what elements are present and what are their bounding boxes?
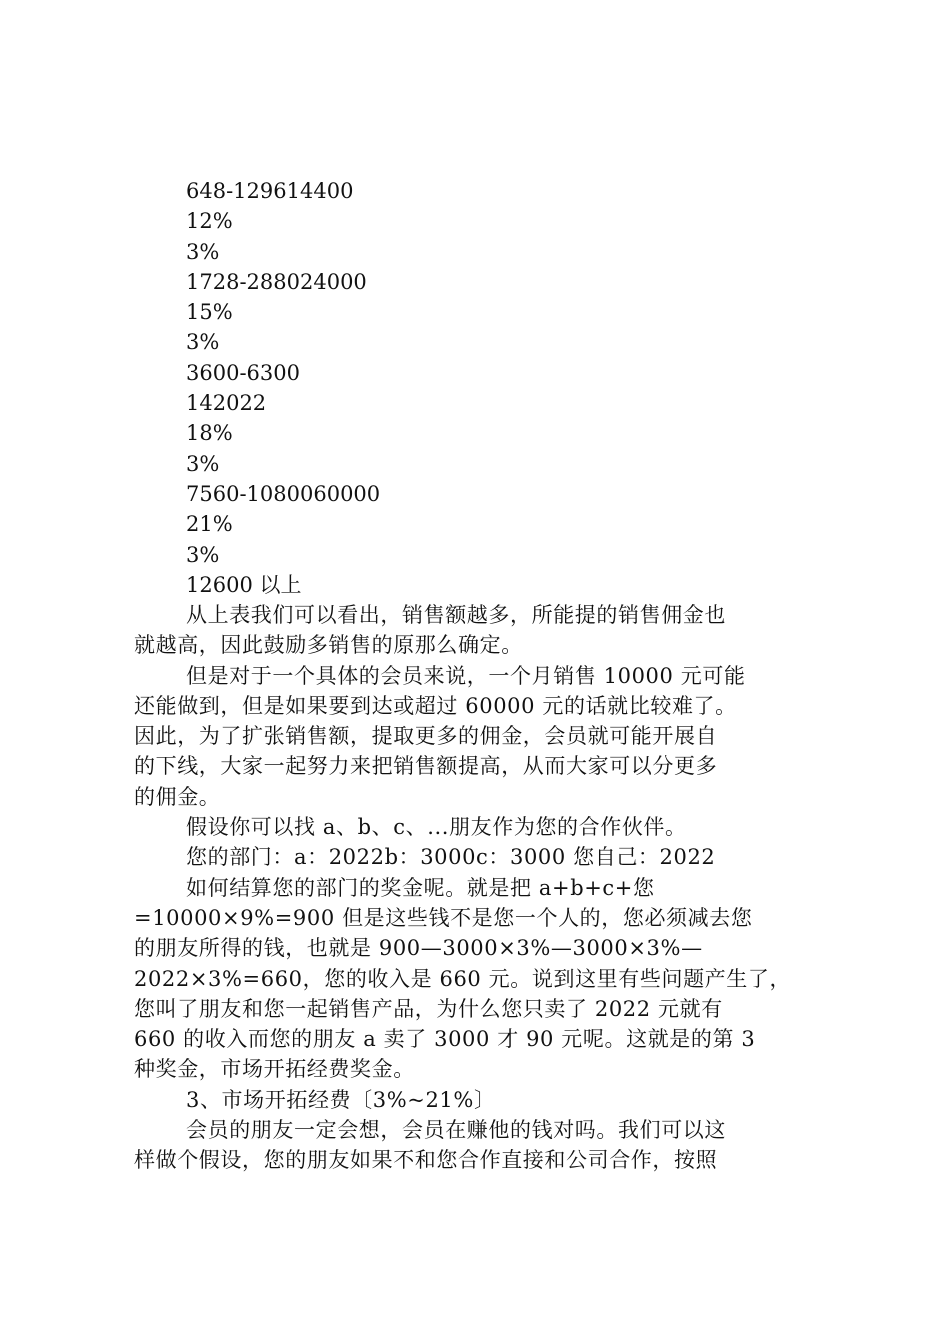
text-line: 您叫了朋友和您一起销售产品，为什么您只卖了 2022 元就有: [134, 996, 723, 1021]
body-text: [134, 600, 834, 1176]
commission-table-values: [186, 176, 826, 600]
table-value: 3600-6300: [186, 360, 300, 385]
table-value: 1728-288024000: [186, 269, 367, 294]
text-line: 的朋友所得的钱，也就是 900—3000×3%—3000×3%—: [134, 936, 703, 961]
table-value: 3%: [186, 330, 220, 355]
text-line: 就越高，因此鼓励多销售的原那么确定。: [134, 633, 523, 658]
paragraph: [134, 661, 834, 812]
text-line: 您的部门：a：2022b：3000c：3000 您自己：2022: [186, 845, 716, 870]
table-value: 21%: [186, 512, 233, 537]
text-line: 还能做到，但是如果要到达或超过 60000 元的话就比较难了。: [134, 693, 737, 718]
text-line: 如何结算您的部门的奖金呢。就是把 a+b+c+您: [186, 875, 655, 900]
section-heading: [134, 1085, 834, 1115]
text-line: 因此，为了扩张销售额，提取更多的佣金，会员就可能开展自: [134, 724, 718, 749]
paragraph: [134, 1115, 834, 1176]
paragraph: [134, 600, 834, 661]
text-line: =10000×9%=900 但是这些钱不是您一个人的，您必须减去您: [134, 905, 753, 930]
table-value: 15%: [186, 300, 233, 325]
text-line: 假设你可以找 a、b、c、...朋友作为您的合作伙伴。: [186, 815, 687, 840]
paragraph: [134, 812, 834, 842]
table-value: 648-129614400: [186, 179, 354, 203]
paragraph: [134, 873, 834, 1085]
paragraph: [134, 842, 834, 872]
table-value: 3%: [186, 451, 220, 476]
table-value: 3%: [186, 239, 220, 264]
table-value: 12600 以上: [186, 572, 302, 597]
text-line: 的佣金。: [134, 784, 221, 809]
text-line: 种奖金，市场开拓经费奖金。: [134, 1057, 415, 1082]
table-value: 12%: [186, 209, 233, 234]
table-value: 3%: [186, 542, 220, 567]
text-line: 660 的收入而您的朋友 a 卖了 3000 才 90 元呢。这就是的第 3: [134, 1027, 756, 1052]
text-line: 会员的朋友一定会想，会员在赚他的钱对吗。我们可以这: [186, 1118, 726, 1143]
table-value: 7560-1080060000: [186, 481, 381, 506]
text-line: 从上表我们可以看出，销售额越多，所能提的销售佣金也: [186, 603, 726, 627]
text-line: 但是对于一个具体的会员来说，一个月销售 10000 元可能: [186, 663, 746, 688]
table-value: 142022: [186, 391, 267, 416]
text-line: 样做个假设，您的朋友如果不和您合作直接和公司合作，按照: [134, 1148, 718, 1173]
text-line: 的下线，大家一起努力来把销售额提高，从而大家可以分更多: [134, 754, 718, 779]
table-value: 18%: [186, 421, 233, 446]
text-line: 2022×3%=660，您的收入是 660 元。说到这里有些问题产生了，: [134, 966, 792, 991]
text-line: 3、市场开拓经费〔3%~21%〕: [186, 1087, 496, 1112]
